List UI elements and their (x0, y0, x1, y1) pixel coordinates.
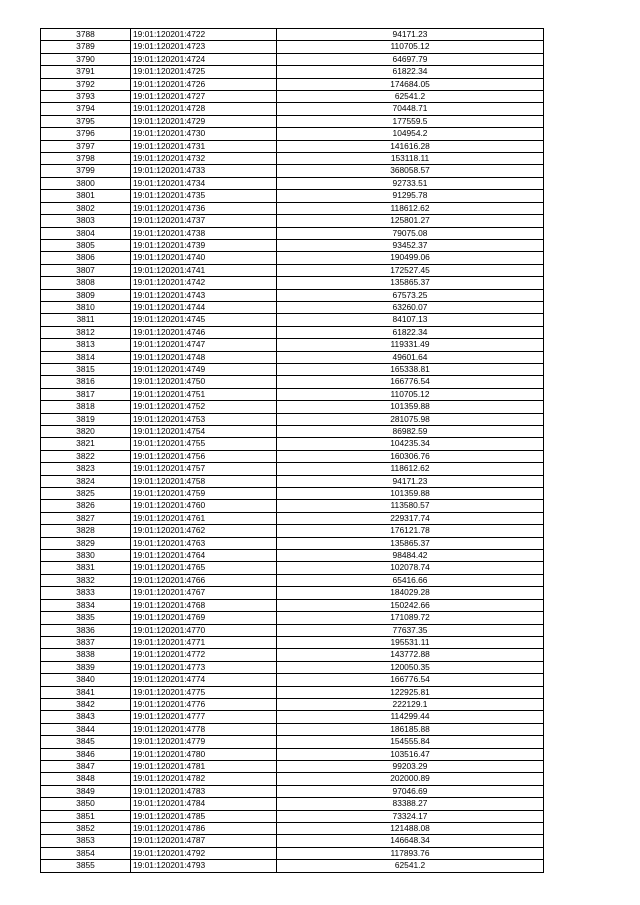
table-body (41, 29, 544, 873)
table-row (41, 860, 544, 872)
cadastral-number: 19:01:120201:4734 (131, 177, 277, 189)
cadastral-value: 70448.71 (277, 103, 544, 115)
row-number: 3826 (41, 500, 131, 512)
cadastral-value: 222129.1 (277, 698, 544, 710)
table-row (41, 798, 544, 810)
cadastral-number: 19:01:120201:4757 (131, 463, 277, 475)
row-number: 3799 (41, 165, 131, 177)
table-row (41, 264, 544, 276)
table-row (41, 835, 544, 847)
cadastral-value: 65416.66 (277, 574, 544, 586)
table-row (41, 153, 544, 165)
row-number: 3836 (41, 624, 131, 636)
row-number: 3840 (41, 674, 131, 686)
cadastral-value: 91295.78 (277, 190, 544, 202)
cadastral-number: 19:01:120201:4733 (131, 165, 277, 177)
table-row (41, 450, 544, 462)
cadastral-value: 63260.07 (277, 301, 544, 313)
row-number: 3818 (41, 401, 131, 413)
cadastral-value: 99203.29 (277, 760, 544, 772)
cadastral-number: 19:01:120201:4739 (131, 239, 277, 251)
row-number: 3809 (41, 289, 131, 301)
cadastral-value: 73324.17 (277, 810, 544, 822)
table-row (41, 128, 544, 140)
cadastral-value: 150242.66 (277, 599, 544, 611)
cadastral-value: 110705.12 (277, 388, 544, 400)
table-row (41, 376, 544, 388)
table-row (41, 698, 544, 710)
cadastral-value: 64697.79 (277, 53, 544, 65)
table-row (41, 401, 544, 413)
table-row (41, 748, 544, 760)
cadastral-value: 86982.59 (277, 426, 544, 438)
table-row (41, 103, 544, 115)
cadastral-value: 121488.08 (277, 823, 544, 835)
table-row (41, 438, 544, 450)
row-number: 3800 (41, 177, 131, 189)
cadastral-number: 19:01:120201:4783 (131, 785, 277, 797)
cadastral-value: 172527.45 (277, 264, 544, 276)
row-number: 3846 (41, 748, 131, 760)
table-row (41, 760, 544, 772)
row-number: 3803 (41, 215, 131, 227)
cadastral-number: 19:01:120201:4780 (131, 748, 277, 760)
table-row (41, 674, 544, 686)
cadastral-number: 19:01:120201:4778 (131, 723, 277, 735)
row-number: 3843 (41, 711, 131, 723)
cadastral-number: 19:01:120201:4741 (131, 264, 277, 276)
cadastral-value: 135865.37 (277, 537, 544, 549)
table-row (41, 351, 544, 363)
row-number: 3801 (41, 190, 131, 202)
table-row (41, 363, 544, 375)
cadastral-number: 19:01:120201:4738 (131, 227, 277, 239)
row-number: 3805 (41, 239, 131, 251)
cadastral-number: 19:01:120201:4726 (131, 78, 277, 90)
table-row (41, 475, 544, 487)
cadastral-number: 19:01:120201:4756 (131, 450, 277, 462)
row-number: 3838 (41, 649, 131, 661)
row-number: 3810 (41, 301, 131, 313)
table-row (41, 773, 544, 785)
cadastral-number: 19:01:120201:4723 (131, 41, 277, 53)
cadastral-number: 19:01:120201:4730 (131, 128, 277, 140)
row-number: 3852 (41, 823, 131, 835)
cadastral-value: 118612.62 (277, 202, 544, 214)
row-number: 3844 (41, 723, 131, 735)
cadastral-number: 19:01:120201:4727 (131, 91, 277, 103)
cadastral-value: 92733.51 (277, 177, 544, 189)
table-row (41, 636, 544, 648)
cadastral-value: 97046.69 (277, 785, 544, 797)
cadastral-number: 19:01:120201:4787 (131, 835, 277, 847)
cadastral-number: 19:01:120201:4743 (131, 289, 277, 301)
row-number: 3816 (41, 376, 131, 388)
row-number: 3832 (41, 574, 131, 586)
cadastral-number: 19:01:120201:4779 (131, 736, 277, 748)
cadastral-value: 104954.2 (277, 128, 544, 140)
row-number: 3850 (41, 798, 131, 810)
table-row (41, 326, 544, 338)
row-number: 3796 (41, 128, 131, 140)
row-number: 3847 (41, 760, 131, 772)
row-number: 3806 (41, 252, 131, 264)
cadastral-number: 19:01:120201:4760 (131, 500, 277, 512)
cadastral-number: 19:01:120201:4722 (131, 29, 277, 41)
cadastral-value: 104235.34 (277, 438, 544, 450)
cadastral-number: 19:01:120201:4786 (131, 823, 277, 835)
cadastral-value: 77637.35 (277, 624, 544, 636)
cadastral-number: 19:01:120201:4731 (131, 140, 277, 152)
table-row (41, 177, 544, 189)
row-number: 3793 (41, 91, 131, 103)
table-row (41, 736, 544, 748)
cadastral-value: 113580.57 (277, 500, 544, 512)
table-row (41, 78, 544, 90)
table-row (41, 587, 544, 599)
table-row (41, 426, 544, 438)
table-row (41, 289, 544, 301)
cadastral-value: 154555.84 (277, 736, 544, 748)
cadastral-number: 19:01:120201:4769 (131, 612, 277, 624)
table-row (41, 649, 544, 661)
table-row (41, 215, 544, 227)
cadastral-number: 19:01:120201:4735 (131, 190, 277, 202)
cadastral-value: 110705.12 (277, 41, 544, 53)
row-number: 3789 (41, 41, 131, 53)
cadastral-number: 19:01:120201:4736 (131, 202, 277, 214)
cadastral-number: 19:01:120201:4737 (131, 215, 277, 227)
table-row (41, 847, 544, 859)
cadastral-value: 101359.88 (277, 401, 544, 413)
table-row (41, 41, 544, 53)
table-row (41, 711, 544, 723)
cadastral-value: 79075.08 (277, 227, 544, 239)
row-number: 3808 (41, 277, 131, 289)
cadastral-number: 19:01:120201:4777 (131, 711, 277, 723)
cadastral-value: 117893.76 (277, 847, 544, 859)
cadastral-number: 19:01:120201:4785 (131, 810, 277, 822)
cadastral-number: 19:01:120201:4792 (131, 847, 277, 859)
row-number: 3831 (41, 562, 131, 574)
cadastral-number: 19:01:120201:4729 (131, 115, 277, 127)
cadastral-number: 19:01:120201:4762 (131, 525, 277, 537)
cadastral-value: 94171.23 (277, 475, 544, 487)
table-row (41, 537, 544, 549)
row-number: 3853 (41, 835, 131, 847)
table-row (41, 339, 544, 351)
row-number: 3851 (41, 810, 131, 822)
cadastral-number: 19:01:120201:4752 (131, 401, 277, 413)
row-number: 3812 (41, 326, 131, 338)
cadastral-number: 19:01:120201:4748 (131, 351, 277, 363)
table-row (41, 624, 544, 636)
cadastral-value: 101359.88 (277, 488, 544, 500)
cadastral-value: 143772.88 (277, 649, 544, 661)
row-number: 3804 (41, 227, 131, 239)
table-row (41, 115, 544, 127)
cadastral-value: 368058.57 (277, 165, 544, 177)
cadastral-number: 19:01:120201:4764 (131, 550, 277, 562)
cadastral-value: 84107.13 (277, 314, 544, 326)
cadastral-value: 153118.11 (277, 153, 544, 165)
cadastral-number: 19:01:120201:4755 (131, 438, 277, 450)
row-number: 3842 (41, 698, 131, 710)
table-row (41, 239, 544, 251)
cadastral-number: 19:01:120201:4761 (131, 512, 277, 524)
cadastral-value: 103516.47 (277, 748, 544, 760)
table-row (41, 66, 544, 78)
row-number: 3813 (41, 339, 131, 351)
cadastral-value: 174684.05 (277, 78, 544, 90)
table-row (41, 140, 544, 152)
cadastral-value: 125801.27 (277, 215, 544, 227)
cadastral-number: 19:01:120201:4758 (131, 475, 277, 487)
cadastral-number: 19:01:120201:4771 (131, 636, 277, 648)
table-row (41, 500, 544, 512)
cadastral-number: 19:01:120201:4768 (131, 599, 277, 611)
cadastral-number: 19:01:120201:4766 (131, 574, 277, 586)
cadastral-number: 19:01:120201:4742 (131, 277, 277, 289)
row-number: 3824 (41, 475, 131, 487)
cadastral-number: 19:01:120201:4750 (131, 376, 277, 388)
cadastral-value: 146648.34 (277, 835, 544, 847)
table-row (41, 413, 544, 425)
row-number: 3825 (41, 488, 131, 500)
cadastral-number: 19:01:120201:4732 (131, 153, 277, 165)
row-number: 3790 (41, 53, 131, 65)
table-row (41, 227, 544, 239)
cadastral-value: 186185.88 (277, 723, 544, 735)
cadastral-value: 61822.34 (277, 66, 544, 78)
cadastral-value: 94171.23 (277, 29, 544, 41)
row-number: 3807 (41, 264, 131, 276)
table-row (41, 785, 544, 797)
cadastral-value: 166776.54 (277, 674, 544, 686)
cadastral-number: 19:01:120201:4751 (131, 388, 277, 400)
table-row (41, 612, 544, 624)
cadastral-value: 195531.11 (277, 636, 544, 648)
cadastral-number: 19:01:120201:4784 (131, 798, 277, 810)
table-row (41, 488, 544, 500)
row-number: 3849 (41, 785, 131, 797)
row-number: 3828 (41, 525, 131, 537)
cadastral-number: 19:01:120201:4745 (131, 314, 277, 326)
cadastral-value: 120050.35 (277, 661, 544, 673)
cadastral-value: 202000.89 (277, 773, 544, 785)
cadastral-number: 19:01:120201:4776 (131, 698, 277, 710)
cadastral-value: 122925.81 (277, 686, 544, 698)
cadastral-number: 19:01:120201:4770 (131, 624, 277, 636)
table-row (41, 550, 544, 562)
cadastral-value: 93452.37 (277, 239, 544, 251)
table-row (41, 574, 544, 586)
cadastral-value: 49601.64 (277, 351, 544, 363)
row-number: 3827 (41, 512, 131, 524)
cadastral-number: 19:01:120201:4765 (131, 562, 277, 574)
cadastral-number: 19:01:120201:4746 (131, 326, 277, 338)
row-number: 3835 (41, 612, 131, 624)
cadastral-value: 135865.37 (277, 277, 544, 289)
row-number: 3854 (41, 847, 131, 859)
row-number: 3821 (41, 438, 131, 450)
row-number: 3855 (41, 860, 131, 872)
cadastral-value: 119331.49 (277, 339, 544, 351)
row-number: 3798 (41, 153, 131, 165)
cadastral-number: 19:01:120201:4767 (131, 587, 277, 599)
table-row (41, 190, 544, 202)
row-number: 3792 (41, 78, 131, 90)
row-number: 3811 (41, 314, 131, 326)
table-row (41, 525, 544, 537)
cadastral-value: 114299.44 (277, 711, 544, 723)
table-row (41, 314, 544, 326)
table-row (41, 810, 544, 822)
cadastral-number: 19:01:120201:4725 (131, 66, 277, 78)
row-number: 3795 (41, 115, 131, 127)
cadastral-number: 19:01:120201:4728 (131, 103, 277, 115)
cadastral-value: 62541.2 (277, 91, 544, 103)
row-number: 3841 (41, 686, 131, 698)
cadastral-number: 19:01:120201:4773 (131, 661, 277, 673)
table-row (41, 512, 544, 524)
cadastral-number: 19:01:120201:4744 (131, 301, 277, 313)
cadastral-number: 19:01:120201:4724 (131, 53, 277, 65)
row-number: 3845 (41, 736, 131, 748)
row-number: 3834 (41, 599, 131, 611)
row-number: 3837 (41, 636, 131, 648)
cadastral-value: 61822.34 (277, 326, 544, 338)
table-row (41, 823, 544, 835)
row-number: 3830 (41, 550, 131, 562)
row-number: 3833 (41, 587, 131, 599)
row-number: 3797 (41, 140, 131, 152)
row-number: 3817 (41, 388, 131, 400)
cadastral-value: 98484.42 (277, 550, 544, 562)
cadastral-value: 83388.27 (277, 798, 544, 810)
table-row (41, 29, 544, 41)
cadastral-value: 141616.28 (277, 140, 544, 152)
cadastral-number: 19:01:120201:4753 (131, 413, 277, 425)
row-number: 3829 (41, 537, 131, 549)
cadastral-number: 19:01:120201:4782 (131, 773, 277, 785)
cadastral-value: 165338.81 (277, 363, 544, 375)
table-row (41, 661, 544, 673)
table-row (41, 723, 544, 735)
cadastral-value: 281075.98 (277, 413, 544, 425)
table-row (41, 202, 544, 214)
row-number: 3802 (41, 202, 131, 214)
cadastral-number: 19:01:120201:4747 (131, 339, 277, 351)
table-row (41, 165, 544, 177)
cadastral-number: 19:01:120201:4775 (131, 686, 277, 698)
table-row (41, 277, 544, 289)
table-row (41, 91, 544, 103)
table-row (41, 463, 544, 475)
cadastral-value: 102078.74 (277, 562, 544, 574)
cadastral-number: 19:01:120201:4774 (131, 674, 277, 686)
row-number: 3794 (41, 103, 131, 115)
cadastral-number: 19:01:120201:4740 (131, 252, 277, 264)
row-number: 3822 (41, 450, 131, 462)
table-row (41, 686, 544, 698)
cadastral-value: 62541.2 (277, 860, 544, 872)
cadastral-number: 19:01:120201:4749 (131, 363, 277, 375)
cadastral-value: 176121.78 (277, 525, 544, 537)
cadastral-value: 184029.28 (277, 587, 544, 599)
row-number: 3819 (41, 413, 131, 425)
cadastral-value: 229317.74 (277, 512, 544, 524)
row-number: 3823 (41, 463, 131, 475)
cadastral-number: 19:01:120201:4759 (131, 488, 277, 500)
table-row (41, 252, 544, 264)
table-row (41, 53, 544, 65)
row-number: 3791 (41, 66, 131, 78)
row-number: 3814 (41, 351, 131, 363)
table-row (41, 301, 544, 313)
cadastral-value: 190499.06 (277, 252, 544, 264)
cadastral-number: 19:01:120201:4772 (131, 649, 277, 661)
cadastral-value: 118612.62 (277, 463, 544, 475)
cadastral-number: 19:01:120201:4754 (131, 426, 277, 438)
row-number: 3788 (41, 29, 131, 41)
cadastral-number: 19:01:120201:4763 (131, 537, 277, 549)
cadastral-value: 160306.76 (277, 450, 544, 462)
row-number: 3815 (41, 363, 131, 375)
row-number: 3839 (41, 661, 131, 673)
cadastral-number: 19:01:120201:4793 (131, 860, 277, 872)
table-row (41, 388, 544, 400)
row-number: 3820 (41, 426, 131, 438)
cadastral-value-table (40, 28, 544, 873)
cadastral-value: 166776.54 (277, 376, 544, 388)
cadastral-value: 171089.72 (277, 612, 544, 624)
cadastral-value: 67573.25 (277, 289, 544, 301)
table-row (41, 599, 544, 611)
cadastral-number: 19:01:120201:4781 (131, 760, 277, 772)
row-number: 3848 (41, 773, 131, 785)
table-row (41, 562, 544, 574)
cadastral-value: 177559.5 (277, 115, 544, 127)
